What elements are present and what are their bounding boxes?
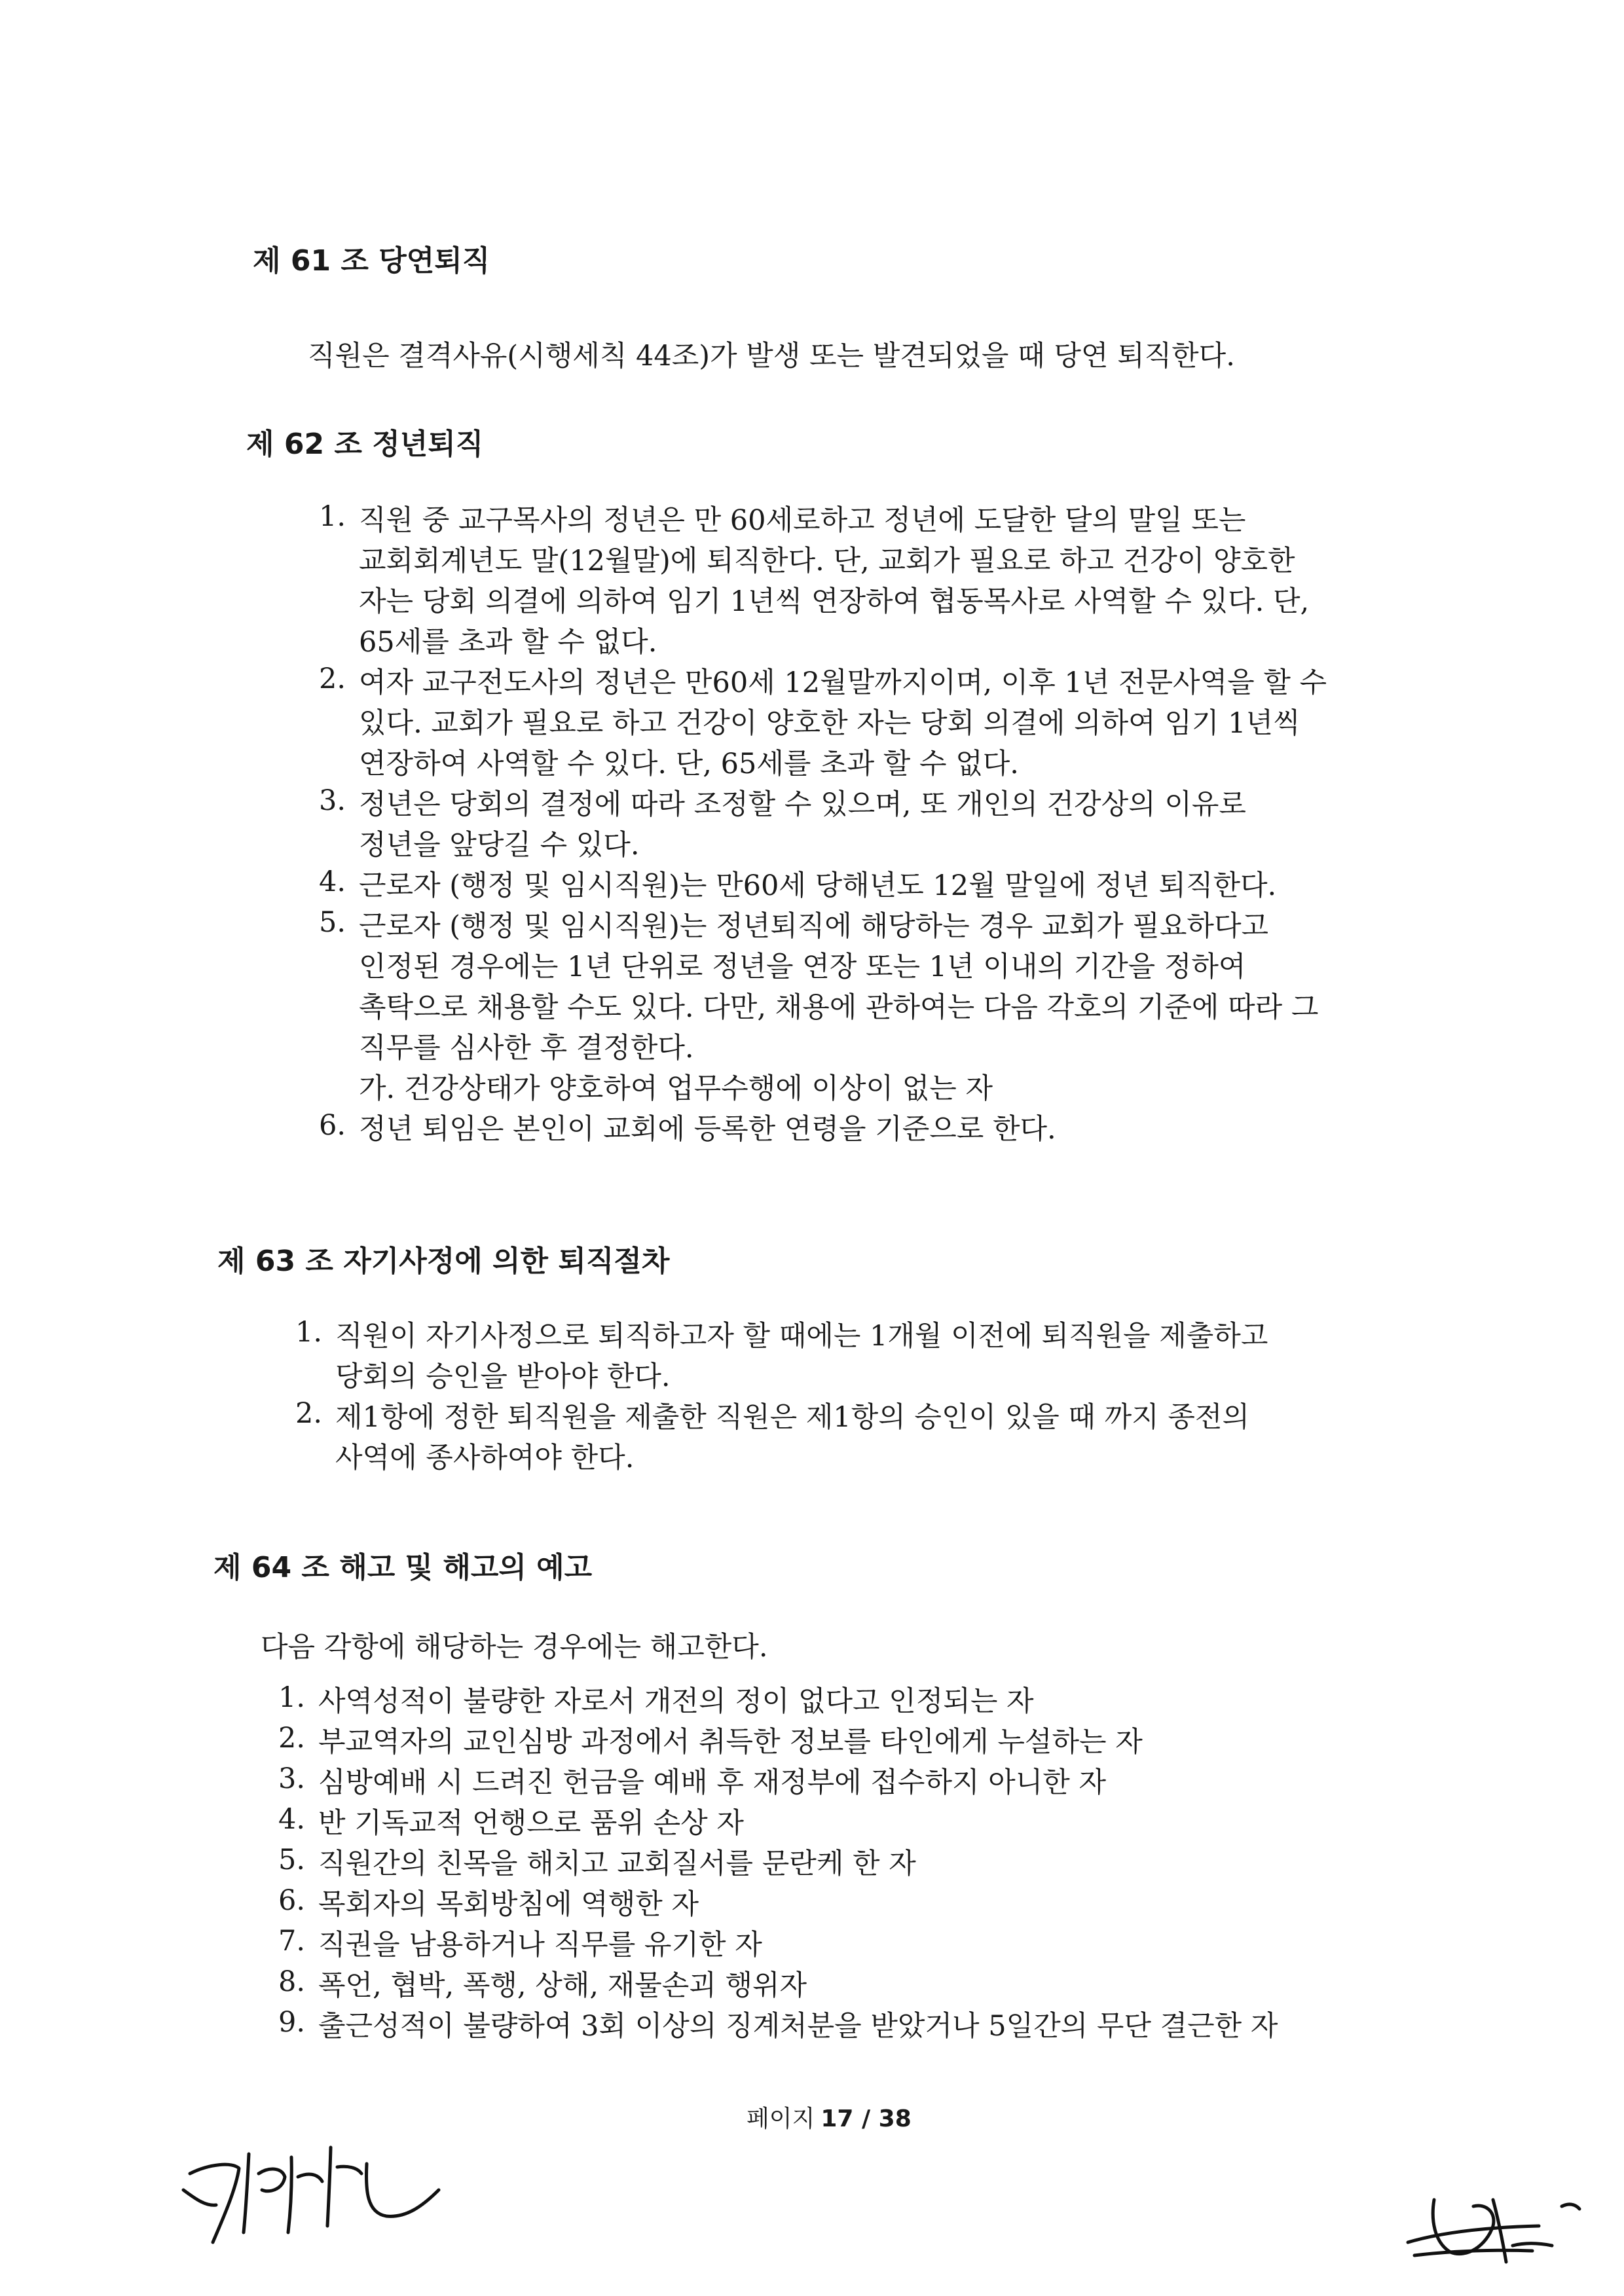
signature-left xyxy=(170,2128,445,2259)
list-item: 3. 정년은 당회의 결정에 따라 조정할 수 있으며, 또 개인의 건강상의 이유로 정년을 앞당길 수 있다. xyxy=(318,784,1246,862)
article-64-intro: 다음 각항에 해당하는 경우에는 해고한다. xyxy=(261,1631,768,1664)
list-item: 1. 사역성적이 불량한 자로서 개전의 정이 없다고 인정되는 자 xyxy=(278,1681,1034,1718)
article-61-text: 직원은 결격사유(시행세칙 44조)가 발생 또는 발견되었을 때 당연 퇴직한다. xyxy=(308,340,1235,373)
list-item: 5. 근로자 (행정 및 임시직원)는 정년퇴직에 해당하는 경우 교회가 필요하다고 인정된 경우에는 1년 단위로 정년을 연장 또는 1년 이내의 기간을 정하여 촉탁으로 채용할 수도 있다. 다만, 채용에 관하여는 다음 각호의 기준에 따라 그 직무를 심사한 후 결정한다. 가. 건강상태가 양호하여 업무수행에 이상이 없는 자 xyxy=(359,906,1327,1109)
article-62-title: 제 62 조 정년퇴직 xyxy=(246,428,484,461)
list-item: 2. 여자 교구전도사의 정년은 만60세 12월말까지이며, 이후 1년 전문사역을 할 수 있다. 교회가 필요로 하고 건강이 양호한 자는 당회 의결에 의하여 임기 1년씩 연장하여 사역할 수 있다. 단, 65세를 초과 할 수 없다. xyxy=(318,663,1327,780)
list-item: 2. 제1항에 정한 퇴직원을 제출한 직원은 제1항의 승인이 있을 때 까지 종전의 사역에 종사하여야 한다. xyxy=(295,1397,1250,1474)
article-61-title: 제 61 조 당연퇴직 xyxy=(253,244,490,278)
list-item: 7. 직권을 남용하거나 직무를 유기한 자 xyxy=(278,1925,762,1961)
article-64-list xyxy=(278,1681,1278,2047)
page-label: 페이지 xyxy=(747,2105,815,2132)
sub-item: 가. 건강상태가 양호하여 업무수행에 이상이 없는 자 xyxy=(359,1072,993,1105)
list-item: 1. 직원이 자기사정으로 퇴직하고자 할 때에는 1개월 이전에 퇴직원을 제출하고 당회의 승인을 받아야 한다. xyxy=(295,1316,1268,1393)
list-item: 4. 반 기독교적 언행으로 품위 손상 자 xyxy=(278,1803,744,1840)
list-item: 9. 출근성적이 불량하여 3회 이상의 징계처분을 받았거나 5일간의 무단 결근한 자 xyxy=(278,2006,1278,2043)
list-item: 2. 부교역자의 교인심방 과정에서 취득한 정보를 타인에게 누설하는 자 xyxy=(278,1722,1143,1758)
list-item: 5. 직원간의 친목을 해치고 교회질서를 문란케 한 자 xyxy=(278,1844,916,1880)
list-item: 6. 목회자의 목회방침에 역행한 자 xyxy=(278,1884,699,1921)
list-item: 3. 심방예배 시 드려진 헌금을 예배 후 재정부에 접수하지 아니한 자 xyxy=(278,1762,1107,1799)
signature-right xyxy=(1395,2180,1604,2278)
list-item: 4. 근로자 (행정 및 임시직원)는 만60세 당해년도 12월 말일에 정년 퇴직한다. xyxy=(318,866,1277,902)
page-number: 17 / 38 xyxy=(821,2105,912,2132)
article-63-list xyxy=(295,1316,1268,1478)
article-62-list xyxy=(318,500,1327,1150)
list-item: 6. 정년 퇴임은 본인이 교회에 등록한 연령을 기준으로 한다. xyxy=(318,1109,1056,1146)
article-63-title: 제 63 조 자기사정에 의한 퇴직절차 xyxy=(217,1245,670,1278)
article-64-title: 제 64 조 해고 및 해고의 예고 xyxy=(213,1551,593,1584)
list-item: 8. 폭언, 협박, 폭행, 상해, 재물손괴 행위자 xyxy=(278,1965,807,2002)
page-footer xyxy=(747,2100,912,2134)
list-item: 1. 직원 중 교구목사의 정년은 만 60세로하고 정년에 도달한 달의 말일 또는 교회회계년도 말(12월말)에 퇴직한다. 단, 교회가 필요로 하고 건강이 양호한 자는 당회 의결에 의하여 임기 1년씩 연장하여 협동목사로 사역할 수 있다. 단, 65세를 초과 할 수 없다. xyxy=(318,500,1310,659)
